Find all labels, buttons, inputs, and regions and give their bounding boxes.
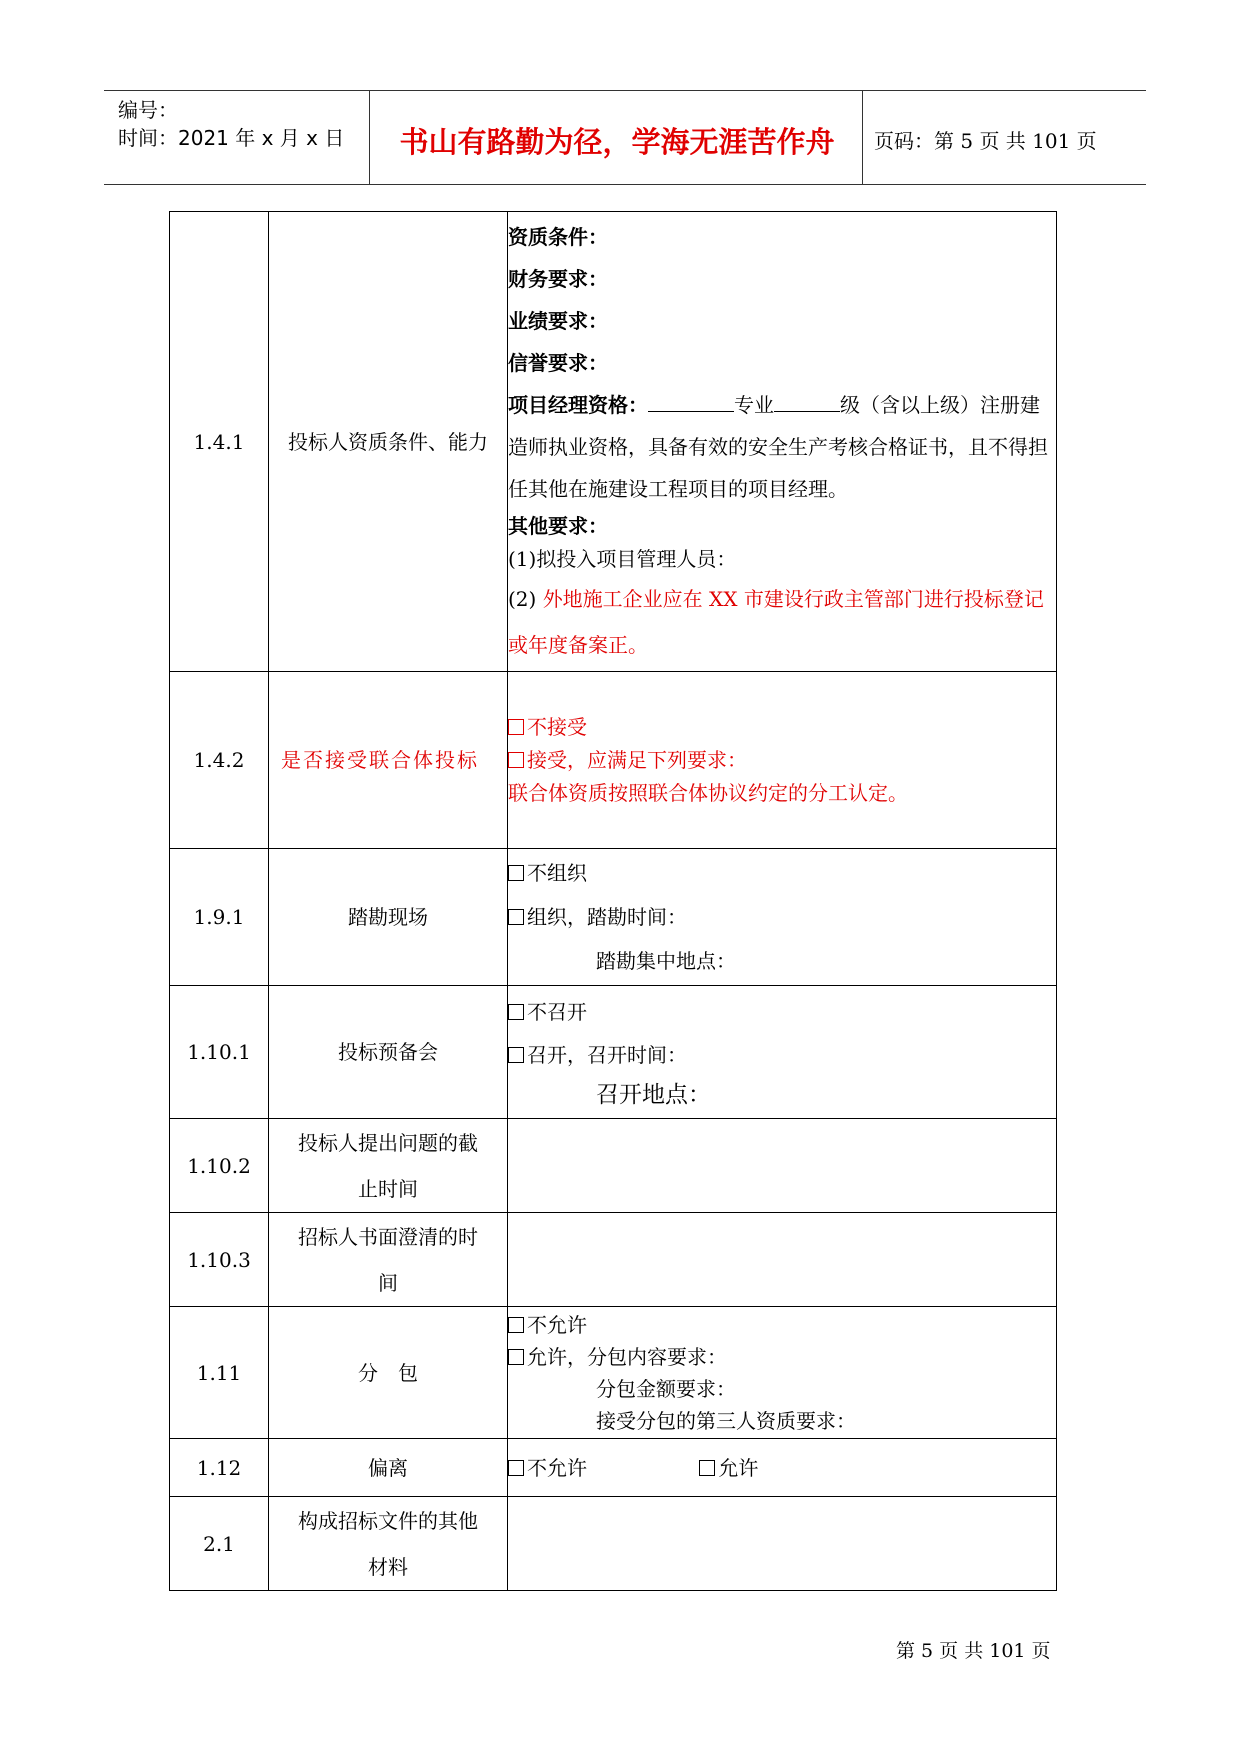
subcontract-third-party: 接受分包的第三人资质要求：	[596, 1408, 856, 1433]
table-row	[170, 1213, 1057, 1307]
clause-content	[508, 986, 1057, 1119]
other-item-1: (1)拟投入项目管理人员：	[508, 546, 737, 571]
option-not-accept	[508, 711, 1056, 744]
option-label: 不接受	[527, 714, 587, 739]
table-row	[170, 986, 1057, 1119]
date-label: 时间：2021 年 x 月 x 日	[118, 126, 345, 150]
clause-content	[508, 1307, 1057, 1439]
clause-content	[508, 1119, 1057, 1213]
clause-number: 1.9.1	[170, 849, 269, 986]
header-page-info: 页码：第 5 页 共 101 页	[874, 129, 1097, 153]
clause-content	[508, 849, 1057, 986]
checkbox-icon[interactable]	[508, 752, 524, 768]
option-label: 召开，召开时间：	[527, 1043, 687, 1067]
option-allow	[508, 1341, 1056, 1373]
option-label: 接受，应满足下列要求：	[527, 747, 747, 772]
table-row	[170, 1307, 1057, 1439]
blank-field	[774, 391, 840, 412]
checkbox-icon[interactable]	[699, 1460, 715, 1476]
other-item-2-prefix: (2)	[508, 586, 543, 611]
option-label: 组织，踏勘时间：	[527, 905, 687, 929]
other-item-2-text: 外地施工企业应在 XX 市建设行政主管部门进行投标登记或年度备案正。	[508, 586, 1044, 657]
header-divider-left	[369, 90, 370, 184]
option-label: 不允许	[527, 1312, 587, 1337]
clause-name: 投标人资质条件、能力	[269, 212, 508, 672]
clause-name: 投标人提出问题的截止时间	[269, 1119, 508, 1213]
header-motto: 书山有路勤为径，学海无涯苦作舟	[399, 125, 835, 159]
header-divider-right	[862, 90, 863, 184]
option-label: 允许	[718, 1455, 759, 1480]
blank-field	[648, 391, 734, 412]
clause-name: 踏勘现场	[269, 849, 508, 986]
option-label: 允许，分包内容要求：	[527, 1344, 727, 1369]
table-row	[170, 849, 1057, 986]
clause-content	[508, 212, 1057, 672]
option-not-organize	[508, 851, 1056, 895]
checkbox-icon[interactable]	[508, 1047, 524, 1063]
clause-content	[508, 1497, 1057, 1591]
subcontract-amount: 分包金额要求：	[596, 1376, 736, 1401]
clause-content	[508, 672, 1057, 849]
clause-number: 1.10.3	[170, 1213, 269, 1307]
performance-line: 业绩要求：	[508, 308, 608, 333]
serial-label: 编号：	[118, 98, 178, 122]
clause-name: 构成招标文件的其他材料	[269, 1497, 508, 1591]
clause-name: 投标预备会	[269, 986, 508, 1119]
clause-number: 1.11	[170, 1307, 269, 1439]
table-row	[170, 212, 1057, 672]
clause-number: 1.10.2	[170, 1119, 269, 1213]
clause-content	[508, 1213, 1057, 1307]
option-not-allow	[508, 1309, 1056, 1341]
meeting-place: 召开地点：	[596, 1082, 711, 1108]
checkbox-icon[interactable]	[508, 909, 524, 925]
table-row	[170, 1119, 1057, 1213]
option-accept	[508, 744, 1056, 777]
table-row	[170, 1497, 1057, 1591]
pm-level: 级（含以上级）注册	[840, 392, 1020, 417]
option-not-hold	[508, 991, 1056, 1034]
checkbox-icon[interactable]	[508, 1460, 524, 1476]
page-footer: 第 5 页 共 101 页	[896, 1640, 1051, 1662]
header-bottom-rule	[104, 184, 1146, 185]
option-label: 不允许	[527, 1455, 587, 1480]
clause-name: 是否接受联合体投标	[269, 672, 508, 849]
checkbox-icon[interactable]	[508, 1317, 524, 1333]
clause-content	[508, 1439, 1057, 1497]
finance-line: 财务要求：	[508, 266, 608, 291]
checkbox-icon[interactable]	[508, 1349, 524, 1365]
clause-number: 1.12	[170, 1439, 269, 1497]
option-label: 不组织	[527, 861, 587, 885]
option-not-allow	[508, 1456, 587, 1480]
credit-line: 信誉要求：	[508, 350, 608, 375]
clause-name: 偏离	[269, 1439, 508, 1497]
pm-label: 项目经理资格：	[508, 392, 648, 417]
option-organize	[508, 895, 1056, 939]
pm-qualification	[508, 384, 1056, 510]
clause-name: 分 包	[269, 1307, 508, 1439]
clause-number: 2.1	[170, 1497, 269, 1591]
clause-number: 1.10.1	[170, 986, 269, 1119]
checkbox-icon[interactable]	[508, 865, 524, 881]
other-line: 其他要求：	[508, 513, 608, 538]
bid-data-table	[169, 211, 1057, 1591]
table-row	[170, 672, 1057, 849]
site-visit-place: 踏勘集中地点：	[596, 949, 736, 973]
clause-name: 招标人书面澄清的时间	[269, 1213, 508, 1307]
clause-number: 1.4.2	[170, 672, 269, 849]
checkbox-icon[interactable]	[508, 719, 524, 735]
option-hold	[508, 1034, 1056, 1077]
option-allow	[699, 1456, 758, 1480]
option-label: 不召开	[527, 1000, 587, 1024]
checkbox-icon[interactable]	[508, 1004, 524, 1020]
pm-major: 专业	[734, 392, 774, 417]
clause-number: 1.4.1	[170, 212, 269, 672]
consortium-note: 联合体资质按照联合体协议约定的分工认定。	[508, 780, 908, 805]
pm-text: 建造师执业资格，具备有效的安全生产考核合格证书，且不得担任其他在施建设工程项目的项目经理。	[508, 392, 1048, 501]
table-row	[170, 1439, 1057, 1497]
qualification-line: 资质条件：	[508, 224, 608, 249]
header-top-rule	[104, 90, 1146, 91]
other-item-2	[508, 576, 1056, 668]
